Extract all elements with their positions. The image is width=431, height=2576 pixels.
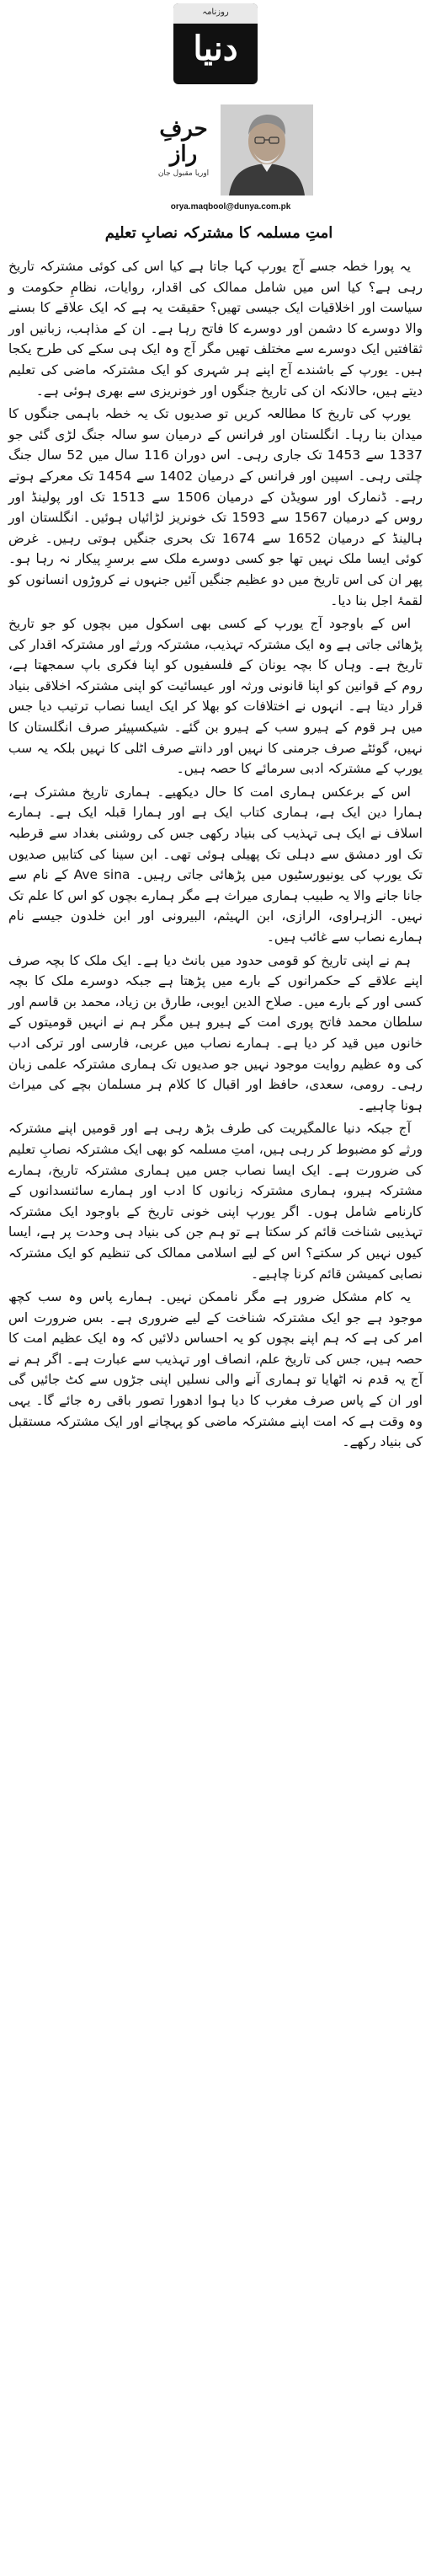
columnist-email: orya.maqbool@dunya.com.pk (170, 202, 291, 212)
portrait-image (221, 104, 313, 195)
column-headline: امتِ مسلمہ کا مشترکہ نصابِ تعلیم (104, 224, 333, 242)
body-paragraph: آج جبکہ دنیا عالمگیریت کی طرف بڑھ رہی ہے اور قومیں اپنے مشترکہ ورثے کو مضبوط کر رہی ہیں، امتِ مسلمہ کو بھی ایک مشترکہ نصابِ تعلیم کی ضرورت ہے۔ ایک ایسا نصاب جس میں ہماری مشترکہ تاریخ، ہمارے مشترکہ ہیرو، ہماری مشترکہ زبانوں کا ادب اور ہمارے سائنسدانوں کے کارنامے شامل ہوں۔ اگر یورپ اپنی خونی تاریخ کے باوجود ایک مشترکہ تہذیبی شناخت قائم کر سکتا ہے تو ہم جن کی بنیاد ہی وحدت پر ہے، ایسا کیوں نہیں کر سکتے؟ اس کے لیے اسلامی ممالک کی تنظیم کو ایک مشترکہ نصابی کمیشن قائم کرنا چاہیے۔ (8, 1121, 423, 1282)
body-paragraph: یہ کام مشکل ضرور ہے مگر ناممکن نہیں۔ ہمارے پاس وہ سب کچھ موجود ہے جو ایک مشترکہ شناخت کے لیے ضروری ہے۔ بس ضرورت اس امر کی ہے کہ ہم اپنے بچوں کو یہ احساس دلائیں کہ وہ ایک عظیم امت کا حصہ ہیں، جس کی تاریخ علم، انصاف اور تہذیب سے عبارت ہے۔ اگر ہم نے آج یہ قدم نہ اٹھایا تو ہماری آنے والی نسلیں اپنی جڑوں سے کٹ جائیں گی اور ان کے پاس صرف مغرب کا دیا ہوا ادھورا تصور باقی رہ جائے گا۔ یہی وہ وقت ہے کہ امت اپنے مشترکہ ماضی کو پہچانے اور ایک مشترکہ مستقبل کی بنیاد رکھے۔ (8, 1289, 423, 1450)
newspaper-masthead (173, 3, 258, 84)
columnist-portrait (221, 104, 313, 195)
body-paragraph: یہ پورا خطہ جسے آج یورپ کہا جاتا ہے کیا اس کی کوئی مشترکہ تاریخ رہی ہے؟ کیا اس میں شامل ممالک کی اقدار، روایات، نظامِ حکومت و سیاست اور اخلاقیات ایک جیسی تھیں؟ حقیقت یہ ہے کہ ایک علاقے کا بسنے والا دوسرے کا دشمن اور دوسرے کا فاتح رہا ہے۔ ان کے مذاہب، زبانیں اور ثقافتیں ایک دوسرے سے مختلف تھیں مگر آج وہ ایک ہی سکے کی طرح یکجا ہیں۔ یورپ کے باشندے آج اپنے ہر شہری کو ایک مشترکہ ماضی کی تعلیم دیتے ہیں، حالانکہ ان کی تاریخ جنگوں اور خونریزی سے بھری ہوئی ہے۔ (8, 259, 423, 399)
body-paragraph: اس کے برعکس ہماری امت کا حال دیکھیے۔ ہماری تاریخ مشترک ہے، ہمارا دین ایک ہے، ہماری کتاب ایک ہے اور ہمارا قبلہ ایک ہے۔ ہمارے اسلاف نے ایک ہی تہذیب کی بنیاد رکھی جس کی روشنی بغداد سے قرطبہ تک اور دمشق سے دہلی تک پھیلی ہوئی تھی۔ ابن سینا کی کتابیں صدیوں تک یورپ کی یونیورسٹیوں میں پڑھائی جاتی رہیں۔ Ave sina کے نام سے جانا جانے والا یہ طبیب ہماری میراث ہے مگر ہمارے بچوں کو اس کا علم تک نہیں۔ الزہراوی، الرازی، ابن الہیثم، البیرونی اور ابن خلدون جیسے نام ہمارے نصاب سے غائب ہیں۔ (8, 784, 423, 945)
body-paragraph: ہم نے اپنی تاریخ کو قومی حدود میں بانٹ دیا ہے۔ ایک ملک کا بچہ صرف اپنے علاقے کے حکمرانوں کے بارے میں پڑھتا ہے جبکہ دوسرے ملک کا بچہ کسی اور کے بارے میں۔ صلاح الدین ایوبی، طارق بن زیاد، محمد بن قاسم اور سلطان محمد فاتح پوری امت کے ہیرو ہیں مگر ہم نے انہیں قومیتوں کے خانوں میں قید کر دیا ہے۔ ہمارے نصاب میں عربی، فارسی اور ترکی ادب کی وہ عظیم روایت موجود نہیں جو صدیوں تک ہماری مشترکہ علمی زبان رہی۔ رومی، سعدی، حافظ اور اقبال کا کلام ہر مسلمان بچے کی میراث ہونا چاہیے۔ (8, 952, 423, 1113)
columnist-name-block (150, 116, 217, 179)
masthead-caption: روزنامہ (202, 8, 229, 17)
body-paragraph: اس کے باوجود آج یورپ کے کسی بھی اسکول میں بچوں کو جو تاریخ پڑھائی جاتی ہے وہ ایک مشترکہ تہذیب، مشترکہ ورثے اور مشترکہ اقدار کی تاریخ ہے۔ وہاں کا بچہ یونان کے فلسفیوں کو اپنا فکری باپ سمجھتا ہے، روم کے قوانین کو اپنا قانونی ورثہ اور عیسائیت کو اپنی مشترکہ اخلاقی بنیاد قرار دیتا ہے۔ انہوں نے اختلافات کو بھلا کر ایک ایسا نصاب ترتیب دیا جس میں ہر قوم کے ہیرو سب کے ہیرو بن گئے۔ شیکسپیئر صرف انگلستان کا نہیں، گوئٹے صرف جرمنی کا نہیں اور دانتے صرف اٹلی کا نہیں بلکہ یہ سب یورپ کے مشترکہ ادبی سرمائے کا حصہ ہیں۔ (8, 616, 423, 777)
column-title: حرفِ راز (159, 116, 208, 167)
newspaper-logo: دنیا (193, 29, 238, 68)
body-paragraph: یورپ کی تاریخ کا مطالعہ کریں تو صدیوں تک یہ خطہ باہمی جنگوں کا میدان بنا رہا۔ انگلستان اور فرانس کے درمیان سو سالہ جنگ لڑی گئی جو 1337 سے 1453 تک جاری رہی۔ اس دوران 116 سال میں 52 سال جنگ چلتی رہی۔ اسپین اور فرانس کے درمیان 1402 سے 1454 تک معرکے ہوتے رہے۔ ڈنمارک اور سویڈن کے درمیان 1506 سے 1513 تک اور پولینڈ اور روس کے درمیان 1567 سے 1593 تک خونریز لڑائیاں ہوئیں۔ انگلستان اور ہالینڈ کے درمیان 1652 سے 1674 تک بحری جنگیں ہوتی رہیں۔ غرض کوئی ایسا ملک نہیں تھا جو کسی دوسرے ملک سے برسرِ پیکار نہ رہا ہو۔ پھر ان کی اس تاریخ میں دو عظیم جنگیں آئیں جنہوں نے کروڑوں انسانوں کو لقمۂ اجل بنا دیا۔ (8, 406, 423, 608)
column-body (8, 256, 423, 1455)
columnist-name: اوریا مقبول جان (157, 169, 210, 178)
